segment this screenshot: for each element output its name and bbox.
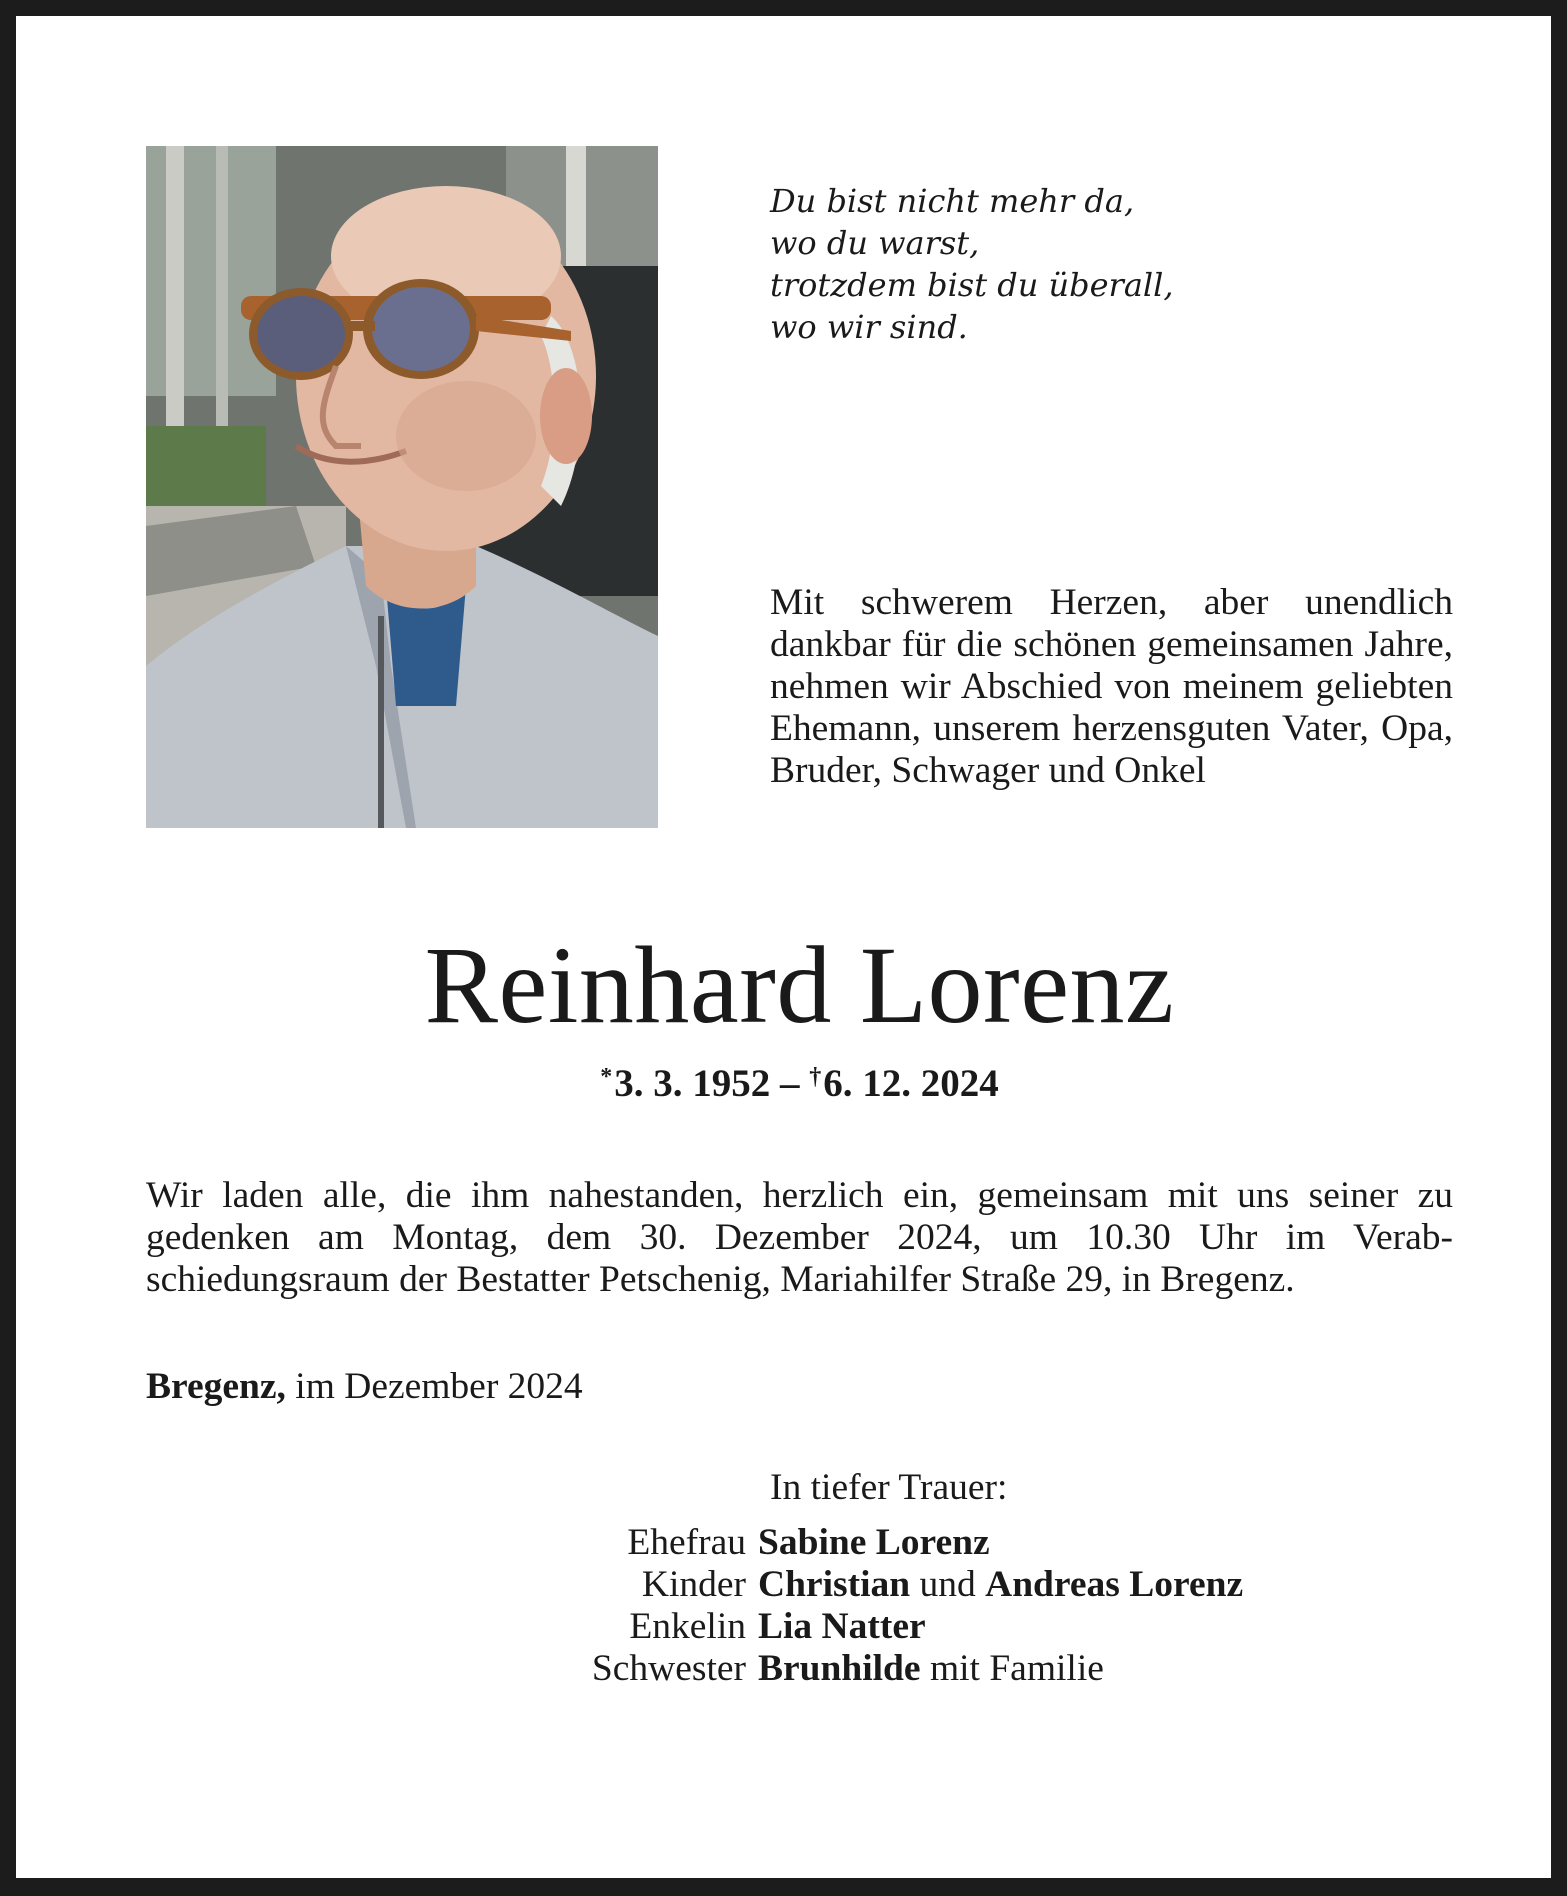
mourner-connector: und	[910, 1564, 986, 1605]
birth-date: 3. 3. 1952	[614, 1062, 771, 1105]
verse-line: Du bist nicht mehr da,	[770, 182, 1135, 220]
mourner-suffix: mit Familie	[920, 1648, 1104, 1689]
mourner-role: Kinder	[641, 1564, 746, 1605]
memorial-verse	[770, 180, 1470, 348]
mourner-row	[516, 1564, 1476, 1606]
mourner-names	[758, 1564, 1243, 1606]
invitation-text: Wir laden alle, die ihm nahestanden, herzlich ein, gemeinsam mit uns seiner zu gedenken am Montag, dem 30. Dezember 2024, um 10.30 Uhr im Verabschiedungsraum der Bestatter Petschenig, Mariahilfer Straße 29, in Bregenz.	[146, 1175, 1453, 1300]
place-month: im Dezember 2024	[285, 1366, 583, 1407]
mourning-heading: In tiefer Trauer:	[770, 1467, 1008, 1508]
birth-symbol: *	[600, 1064, 613, 1090]
verse-line: wo wir sind.	[770, 308, 968, 346]
mourner-row	[516, 1522, 1476, 1564]
place-city: Bregenz,	[146, 1366, 286, 1407]
verse-line: trotzdem bist du überall,	[770, 266, 1174, 304]
date-separator: –	[770, 1062, 810, 1105]
mourners-list	[516, 1522, 1476, 1690]
farewell-text: Mit schwerem Herzen, aber unendlich dankbar für die schönen gemeinsamen Jahre, nehmen wir Abschied von meinem geliebten Ehemann, unserem herzensguten Vater, Opa, Bruder, Schwager und Onkel	[770, 582, 1453, 791]
death-date: 6. 12. 2024	[823, 1062, 999, 1105]
mourner-role: Ehefrau	[627, 1522, 746, 1563]
death-symbol: †	[809, 1064, 822, 1090]
mourner-role: Enkelin	[629, 1606, 746, 1647]
deceased-name: Reinhard Lorenz	[424, 924, 1175, 1046]
mourner-names	[758, 1606, 926, 1648]
mourner-role: Schwester	[591, 1648, 746, 1689]
mourner-names	[758, 1522, 990, 1564]
mourner-name: Brunhilde	[758, 1648, 921, 1689]
mourner-name: Lia Natter	[758, 1606, 926, 1647]
mourner-row	[516, 1648, 1476, 1690]
mourner-name: Andreas Lorenz	[985, 1564, 1244, 1605]
place-date	[146, 1365, 1046, 1409]
mourner-name: Christian	[758, 1564, 911, 1605]
mourner-row	[516, 1606, 1476, 1648]
life-dates	[16, 1052, 1567, 1109]
mourner-names	[758, 1648, 1104, 1690]
mourner-name: Sabine Lorenz	[758, 1522, 990, 1563]
portrait-photo	[146, 146, 658, 828]
verse-line: wo du warst,	[770, 224, 980, 262]
